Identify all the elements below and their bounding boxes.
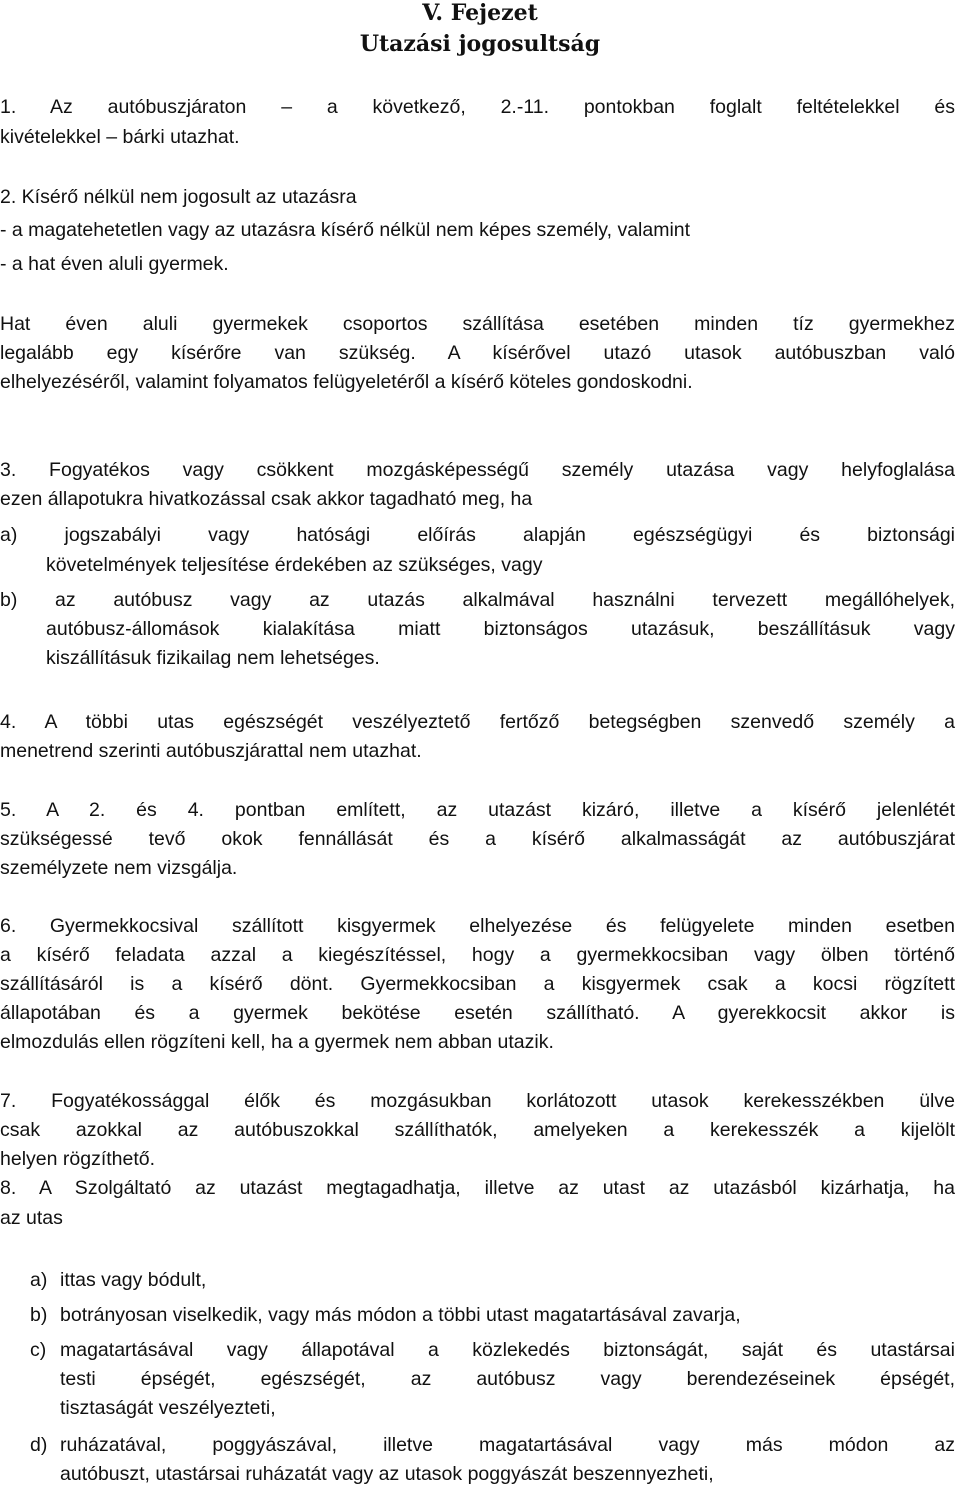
- text-line: 6. Gyermekkocsival szállított kisgyermek elhelyezése és felügyelete minden esetben: [0, 915, 955, 937]
- text-line: követelmények teljesítése érdekében az szükséges, vagy: [46, 554, 543, 576]
- text-line: állapotában és a gyermek bekötése esetén szállítható. A gyerekkocsit akkor is: [0, 1002, 955, 1024]
- text-line: elmozdulás ellen rögzíteni kell, ha a gyermek nem abban utazik.: [0, 1031, 554, 1053]
- text-line: csak azokkal az autóbuszokkal szállíthatók, amelyeken a kerekesszék a kijelölt: [0, 1119, 955, 1141]
- text-line: b) az autóbusz vagy az utazás alkalmával használni tervezett megállóhelyek,: [0, 589, 955, 611]
- text-line: 7. Fogyatékossággal élők és mozgásukban korlátozott utasok kerekesszékben ülve: [0, 1090, 955, 1112]
- text-line: menetrend szerinti autóbuszjárattal nem utazhat.: [0, 740, 422, 762]
- chapter-title: V. Fejezet: [422, 0, 538, 26]
- text-line: 5. A 2. és 4. pontban említett, az utazást kizáró, illetve a kísérő jelenlétét: [0, 799, 955, 821]
- text-line: 8. A Szolgáltató az utazást megtagadhatja, illetve az utast az utazásból kizárhatja, ha: [0, 1177, 955, 1199]
- text-line: a) jogszabályi vagy hatósági előírás alapján egészségügyi és biztonsági: [0, 524, 955, 546]
- text-line: elhelyezéséről, valamint folyamatos felügyeletéről a kísérő köteles gondoskodni.: [0, 371, 693, 393]
- list-marker: a): [30, 1269, 48, 1291]
- list-marker: c): [30, 1339, 47, 1361]
- text-line: - a magatehetetlen vagy az utazásra kísérő nélkül nem képes személy, valamint: [0, 219, 691, 241]
- text-line: legalább egy kísérőre van szükség. A kísérővel utazó utasok autóbuszban való: [0, 342, 955, 364]
- text-line: szállításáról is a kísérő dönt. Gyermekkocsiban a kisgyermek csak a kocsi rögzített: [0, 973, 955, 995]
- text-line: az utas: [0, 1207, 63, 1229]
- text-line: 4. A többi utas egészségét veszélyeztető fertőző betegségben szenvedő személy a: [0, 711, 955, 733]
- text-line: a kísérő feladata azzal a kiegészítéssel, hogy a gyermekkocsiban vagy ölben történő: [0, 944, 955, 966]
- list-item: ittas vagy bódult,: [60, 1269, 207, 1291]
- text-line: személyzete nem vizsgálja.: [0, 857, 238, 879]
- chapter-subtitle: Utazási jogosultság: [359, 31, 601, 57]
- text-line: 3. Fogyatékos vagy csökkent mozgásképességű személy utazása vagy helyfoglalása: [0, 459, 955, 481]
- list-marker: b): [30, 1304, 48, 1326]
- list-item: botrányosan viselkedik, vagy más módon a többi utast magatartásával zavarja,: [60, 1304, 741, 1326]
- text-line: 1. Az autóbuszjáraton – a következő, 2.-11. pontokban foglalt feltételekkel és: [0, 96, 955, 118]
- text-line: ezen állapotukra hivatkozással csak akkor tagadható meg, ha: [0, 488, 533, 510]
- list-item: ruházatával, poggyászával, illetve magatartásával vagy más módon az: [60, 1434, 955, 1456]
- list-item-continued: tisztaságát veszélyezteti,: [60, 1397, 276, 1419]
- text-line: kivételekkel – bárki utazhat.: [0, 126, 240, 148]
- list-marker: d): [30, 1434, 48, 1456]
- text-line: 2. Kísérő nélkül nem jogosult az utazásra: [0, 186, 357, 208]
- text-line: - a hat éven aluli gyermek.: [0, 253, 229, 275]
- text-line: szükségessé tevő okok fennállását és a kísérő alkalmasságát az autóbuszjárat: [0, 828, 955, 850]
- text-line: Hat éven aluli gyermekek csoportos szállítása esetében minden tíz gyermekhez: [0, 313, 955, 335]
- list-item: magatartásával vagy állapotával a közlekedés biztonságát, saját és utastársai: [60, 1339, 955, 1361]
- list-item-continued: testi épségét, egészségét, az autóbusz vagy berendezéseinek épségét,: [60, 1368, 955, 1390]
- text-line: autóbusz-állomások kialakítása miatt biztonságos utazásuk, beszállításuk vagy: [46, 618, 955, 640]
- list-item-continued: autóbuszt, utastársai ruházatát vagy az utasok poggyászát beszennyezheti,: [60, 1463, 714, 1485]
- text-line: helyen rögzíthető.: [0, 1148, 156, 1170]
- text-line: kiszállításuk fizikailag nem lehetséges.: [46, 647, 380, 669]
